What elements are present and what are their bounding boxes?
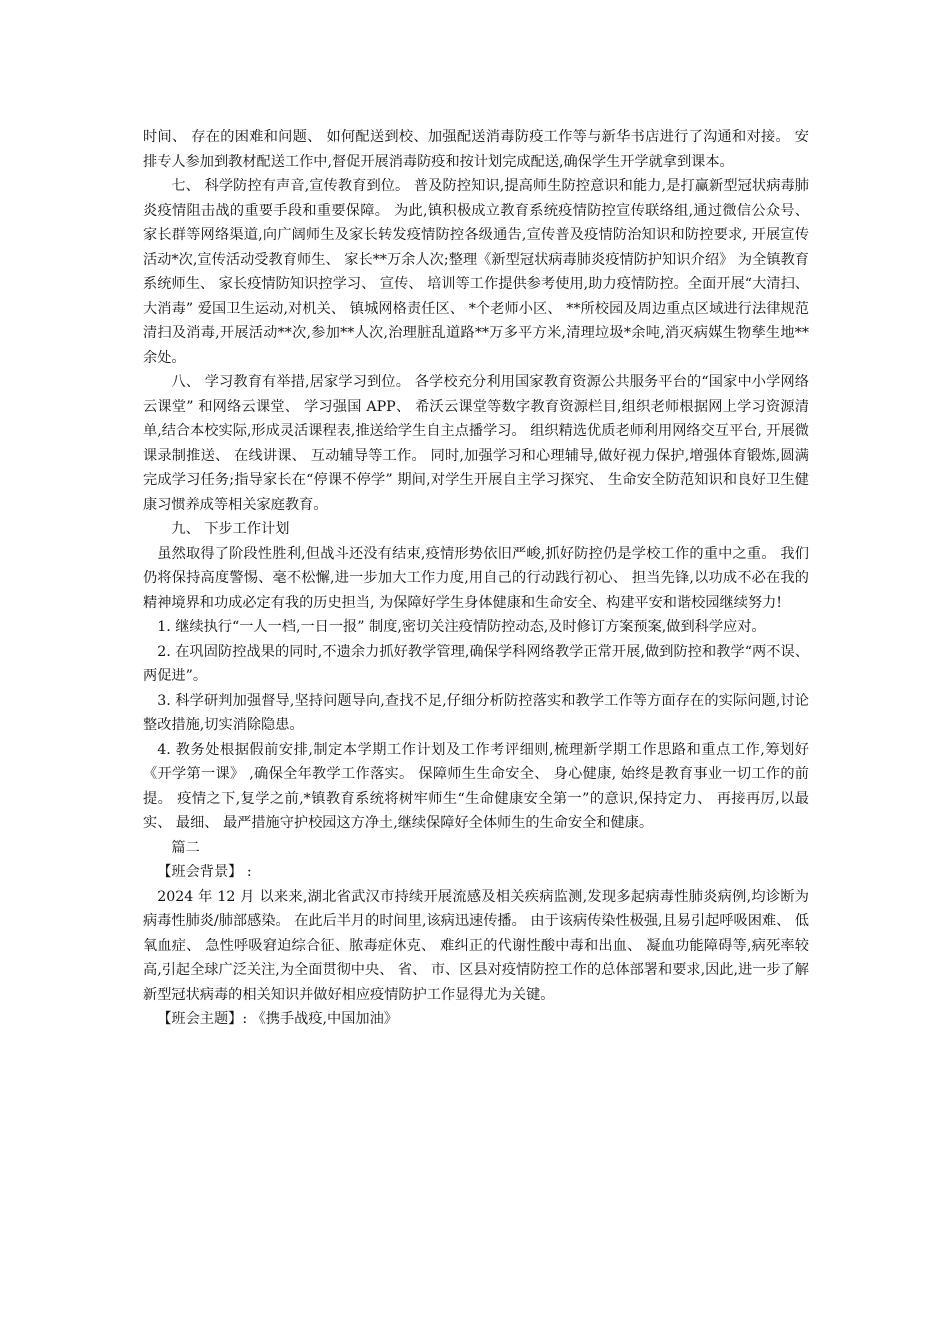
list-item-4: 4. 教务处根据假前安排,制定本学期工作计划及工作考评细则,梳理新学期工作思路和重点工作,筹划好《开学第一课》 ,确保全年教学工作落实。 保障师生生命安全、 身心健康, 始终是教育事业一切工作的前提。 疫情之下,复学之前,*镇教育系统将树牢师生“生命健康安全第一”的意识,保持定力、 再接再厉,以最实、 最细、 最严措施守护校园这方净土,继续保障好全体师生的生命安全和健康。 bbox=[143, 741, 809, 831]
paragraph-section-eight: 八、 学习教育有举措,居家学习到位。 各学校充分利用国家教育资源公共服务平台的“国家中小学网络云课堂” 和网络云课堂、 学习强国 APP、 希沃云课堂等数字教育资源栏目,组织老师根据网上学习资源清单,结合本校实际,形成灵活课程表,推送给学生自主点播学习。 组织精选优质老师利用网络交互平台, 开展微课录制推送、 在线讲课、 互动辅导等工作。 同时,加强学习和心理辅导,做好视力保护,增强体育锻炼,圆满完成学习任务;指导家长在“停课不停学” 期间,对学生开展自主学习探究、 生命安全防范知识和良好卫生健康习惯养成等相关家庭教育。 bbox=[143, 374, 809, 513]
list-item-2: 2. 在巩固防控战果的同时,不遗余力抓好教学管理,确保学科网络教学正常开展,做到防控和教学“两不误、两促进”。 bbox=[143, 643, 809, 684]
document-page bbox=[143, 125, 809, 1032]
label-class-background: 【班会背景】 : bbox=[157, 864, 252, 880]
list-item-3: 3. 科学研判加强督导,坚持问题导向,查找不足,仔细分析防控落实和教学工作等方面存在的实际问题,讨论整改措施,切实消除隐患。 bbox=[143, 692, 809, 733]
heading-part-two: 篇二 bbox=[171, 839, 200, 856]
paragraph-continuation: 时间、 存在的困难和问题、 如何配送到校、加强配送消毒防疫工作等与新华书店进行了沟通和对接。 安排专人参加到教材配送工作中,督促开展消毒防疫和按计划完成配送,确保学生开学就拿到课本。 bbox=[143, 129, 809, 170]
paragraph-section-seven: 七、 科学防控有声音,宣传教育到位。 普及防控知识,提高师生防控意识和能力,是打赢新型冠状病毒肺炎疫情阻击战的重要手段和重要保障。 为此,镇积极成立教育系统疫情防控宣传联络组,通过微信公众号、 家长群等网络渠道,向广阔师生及家长转发疫情防控各级通告,宣传普及疫情防治知识和防控要求, 开展宣传活动*次,宣传活动受教育师生、 家长**万余人次;整理《新型冠状病毒肺炎疫情防护知识介绍》 为全镇教育系统师生、 家长疫情防知识控学习、 宣传、 培训等工作提供参考使用,助力疫情防控。全面开展“大清扫、 大消毒” 爱国卫生运动,对机关、 镇城网格责任区、 *个老师小区、 **所校园及周边重点区域进行法律规范清扫及消毒,开展活动**次,参加**人次,治理脏乱道路**万多平方米,清理垃圾*余吨,消灭病媒生物孳生地**余处。 bbox=[143, 178, 809, 366]
list-item-1: 1. 继续执行“一人一档,一日一报” 制度,密切关注疫情防控动态,及时修订方案预案,做到科学应对。 bbox=[157, 619, 766, 635]
heading-section-nine: 九、 下步工作计划 bbox=[171, 521, 290, 537]
label-class-theme: 【班会主题】: 《携手战疫,中国加油》 bbox=[157, 1011, 398, 1027]
paragraph-plan-intro: 虽然取得了阶段性胜利,但战斗还没有结束,疫情形势依旧严峻,抓好防控仍是学校工作的重中之重。 我们仍将保持高度警惕、毫不松懈,进一步加大工作力度,用自己的行动践行初心、 担当先锋,以功成不必在我的精神境界和功成必定有我的历史担当, 为保障好学生身体健康和生命安全、构建平安和谐校园继续努力! bbox=[143, 545, 809, 611]
paragraph-background: 2024 年 12 月 以来来,湖北省武汉市持续开展流感及相关疾病监测,发现多起病毒性肺炎病例,均诊断为病毒性肺炎/肺部感染。 在此后半月的时间里,该病迅速传播。 由于该病传染性极强,且易引起呼吸困难、 低氧血症、 急性呼吸窘迫综合征、脓毒症休克、 难纠正的代谢性酸中毒和出血、 凝血功能障碍等,病死率较高,引起全球广泛关注,为全面贯彻中央、 省、 市、区县对疫情防控工作的总体部署和要求,因此,进一步了解新型冠状病毒的相关知识并做好相应疫情防护工作显得尤为关键。 bbox=[143, 888, 809, 1003]
